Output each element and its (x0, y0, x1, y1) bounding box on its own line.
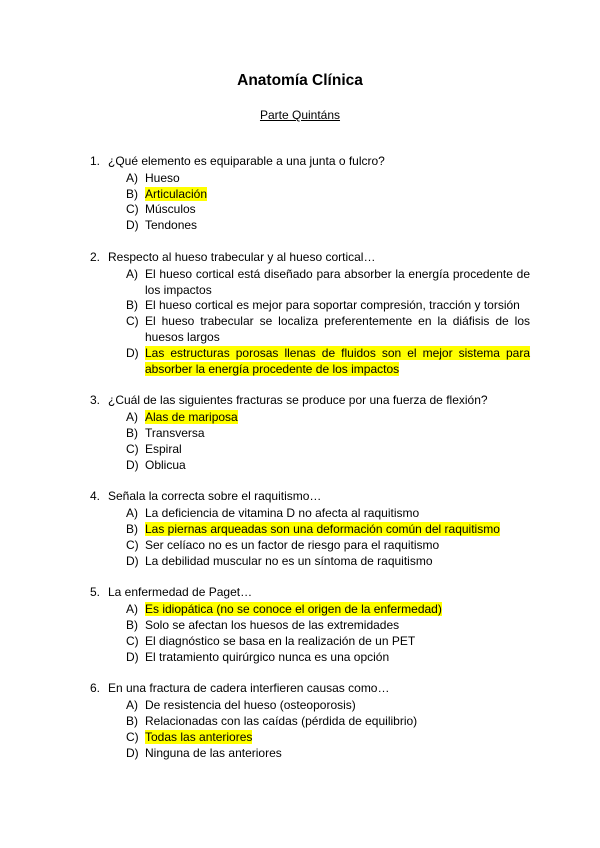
option-letter: C) (126, 537, 139, 552)
option-text: El diagnóstico se basa en la realización de un PET (145, 633, 416, 648)
answer-option (126, 602, 530, 618)
option-text: Músculos (145, 202, 196, 217)
option-text: Transversa (145, 425, 205, 440)
option-text-wrap (145, 698, 530, 714)
option-letter: D) (126, 553, 139, 568)
option-letter: A) (126, 266, 138, 281)
option-text-wrap (145, 714, 530, 730)
option-letter: B) (126, 521, 138, 536)
question-number: 4. (90, 489, 101, 504)
question-row (90, 154, 530, 170)
highlighted-answer: Articulación (145, 186, 208, 201)
option-text-wrap (145, 650, 530, 666)
option-letter: C) (126, 202, 139, 217)
option-text-wrap (145, 298, 530, 314)
question-text: La enfermedad de Paget… (108, 585, 253, 600)
option-text-wrap (145, 730, 530, 746)
option-letter: B) (126, 713, 138, 728)
option-text-wrap (145, 554, 530, 570)
answer-option (126, 442, 530, 458)
option-text: La debilidad muscular no es un síntoma de raquitismo (145, 553, 433, 568)
answer-option (126, 267, 530, 299)
question-number: 2. (90, 249, 101, 264)
answer-option (126, 522, 530, 538)
option-text-wrap (145, 171, 530, 187)
question-text: Señala la correcta sobre el raquitismo… (108, 489, 322, 504)
option-letter: B) (126, 298, 138, 313)
option-text: El tratamiento quirúrgico nunca es una opción (145, 649, 390, 664)
option-text-wrap (145, 426, 530, 442)
answer-option (126, 618, 530, 634)
question-row (90, 250, 530, 266)
question-number: 1. (90, 154, 101, 168)
option-text: Relacionadas con las caídas (pérdida de equilibrio) (145, 713, 418, 728)
option-letter: D) (126, 218, 139, 233)
answer-option (126, 698, 530, 714)
answer-options (126, 602, 530, 665)
option-text-wrap (145, 522, 530, 538)
question-text: ¿Cuál de las siguientes fracturas se produce por una fuerza de flexión? (108, 393, 488, 408)
question-row (90, 681, 530, 697)
answer-options (126, 698, 530, 761)
highlighted-answer: Todas las anteriores (145, 729, 253, 744)
option-text-wrap (145, 538, 530, 554)
option-letter: D) (126, 649, 139, 664)
answer-option (126, 426, 530, 442)
option-text-wrap (145, 346, 530, 378)
option-letter: A) (126, 410, 138, 425)
option-text-wrap (145, 218, 530, 234)
question-item (90, 489, 530, 569)
option-letter: A) (126, 602, 138, 617)
option-text-wrap (145, 602, 530, 618)
option-text: Ser celíaco no es un factor de riesgo para el raquitismo (145, 537, 440, 552)
answer-option (126, 714, 530, 730)
subtitle-text: Parte Quintáns (259, 108, 341, 122)
question-number: 3. (90, 393, 101, 408)
answer-option (126, 538, 530, 554)
answer-option (126, 458, 530, 474)
option-text-wrap (145, 442, 530, 458)
answer-options (126, 267, 530, 378)
highlighted-answer: Las piernas arqueadas son una deformación común del raquitismo (145, 521, 500, 536)
option-text: La deficiencia de vitamina D no afecta al raquitismo (145, 506, 420, 521)
answer-option (126, 187, 530, 203)
option-text-wrap (145, 634, 530, 650)
option-text-wrap (145, 267, 530, 299)
option-text: Solo se afectan los huesos de las extremidades (145, 617, 400, 632)
option-letter: D) (126, 345, 139, 360)
option-text: De resistencia del hueso (osteoporosis) (145, 698, 356, 713)
option-letter: C) (126, 633, 139, 648)
answer-option (126, 410, 530, 426)
question-list (90, 154, 530, 777)
question-row (90, 489, 530, 505)
answer-option (126, 314, 530, 346)
option-text: El hueso trabecular se localiza preferentemente en la diáfisis de los huesos largos (145, 314, 530, 344)
page-title: Anatomía Clínica (237, 72, 363, 89)
option-text-wrap (145, 618, 530, 634)
answer-option (126, 554, 530, 570)
highlighted-answer: Es idiopática (no se conoce el origen de la enfermedad) (145, 602, 442, 617)
answer-options (126, 410, 530, 473)
question-row (90, 393, 530, 409)
option-text: Hueso (145, 170, 180, 185)
answer-options (126, 506, 530, 569)
option-letter: A) (126, 170, 138, 185)
page-subtitle (0, 108, 600, 122)
question-text: En una fractura de cadera interfieren causas como… (108, 681, 390, 696)
highlighted-answer: Alas de mariposa (145, 410, 238, 425)
option-letter: A) (126, 506, 138, 521)
answer-option (126, 746, 530, 762)
option-text-wrap (145, 458, 530, 474)
option-text-wrap (145, 202, 530, 218)
option-letter: C) (126, 441, 139, 456)
option-text-wrap (145, 746, 530, 762)
option-letter: B) (126, 186, 138, 201)
option-text: El hueso cortical está diseñado para absorber la energía procedente de los impactos (145, 266, 530, 297)
answer-option (126, 506, 530, 522)
option-letter: B) (126, 425, 138, 440)
question-item (90, 154, 530, 234)
answer-option (126, 218, 530, 234)
option-text: Ninguna de las anteriores (145, 745, 282, 760)
answer-option (126, 202, 530, 218)
highlighted-answer: Las estructuras porosas llenas de fluidos son el mejor sistema para absorber la energía procedente de los impactos (145, 345, 530, 376)
question-text: Respecto al hueso trabecular y al hueso cortical… (108, 249, 376, 264)
option-text-wrap (145, 506, 530, 522)
answer-option (126, 650, 530, 666)
answer-options (126, 171, 530, 234)
answer-option (126, 634, 530, 650)
option-letter: D) (126, 457, 139, 472)
question-item (90, 250, 530, 377)
question-item (90, 681, 530, 761)
option-text: El hueso cortical es mejor para soportar compresión, tracción y torsión (145, 298, 520, 313)
answer-option (126, 298, 530, 314)
option-text-wrap (145, 187, 530, 203)
option-text: Oblicua (145, 457, 186, 472)
option-text-wrap (145, 314, 530, 346)
question-item (90, 393, 530, 473)
question-number: 5. (90, 585, 101, 600)
option-letter: B) (126, 617, 138, 632)
option-letter: A) (126, 698, 138, 713)
answer-option (126, 730, 530, 746)
option-text: Espiral (145, 441, 182, 456)
question-item (90, 585, 530, 665)
answer-option (126, 171, 530, 187)
option-letter: D) (126, 745, 139, 760)
question-text: ¿Qué elemento es equiparable a una junta o fulcro? (108, 154, 385, 168)
option-letter: C) (126, 314, 139, 329)
question-row (90, 585, 530, 601)
option-text: Tendones (145, 218, 198, 233)
option-letter: C) (126, 729, 139, 744)
question-number: 6. (90, 681, 101, 696)
option-text-wrap (145, 410, 530, 426)
answer-option (126, 346, 530, 378)
